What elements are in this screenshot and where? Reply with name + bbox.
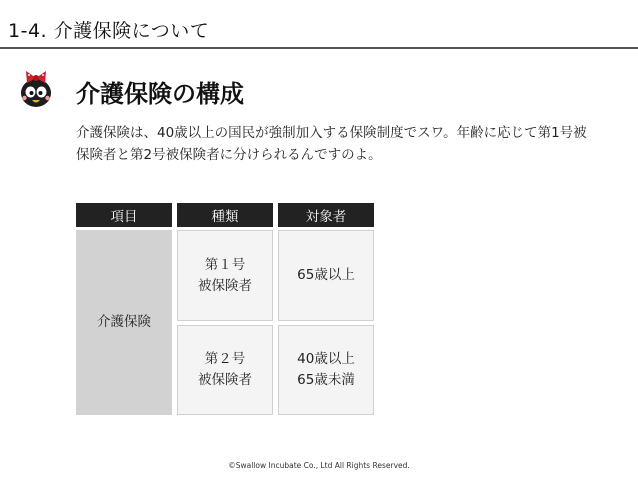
page-title: 1-4. 介護保険について [8,20,210,42]
section-title: 介護保険の構成 [76,80,244,108]
table-cell-type-2 [177,325,273,415]
title-divider [0,47,638,49]
target-2-label: 40歳以上 65歳未満 [297,351,355,388]
table-cell-type-1 [177,230,273,321]
table-header-item: 項目 [76,203,172,227]
table-cell-target-1 [278,230,374,321]
penguin-mascot-icon [14,66,58,110]
table-cell-target-2 [278,325,374,415]
type-1-label: 第１号 被保険者 [198,256,252,294]
section-description: 介護保険は、40歳以上の国民が強制加入する保険制度でスワ。年齢に応じて第1号被保険者と第2号被保険者に分けられるんですのよ。 [76,125,587,163]
table-header-target: 対象者 [278,203,374,227]
type-2-label: 第２号 被保険者 [198,351,252,388]
target-1-label: 65歳以上 [297,267,355,283]
item-label: 介護保険 [97,314,151,330]
table-header-type: 種類 [177,203,273,227]
copyright-footer: ©Swallow Incubate Co., Ltd All Rights Reserved. [228,461,410,470]
table-cell-item [76,230,172,415]
